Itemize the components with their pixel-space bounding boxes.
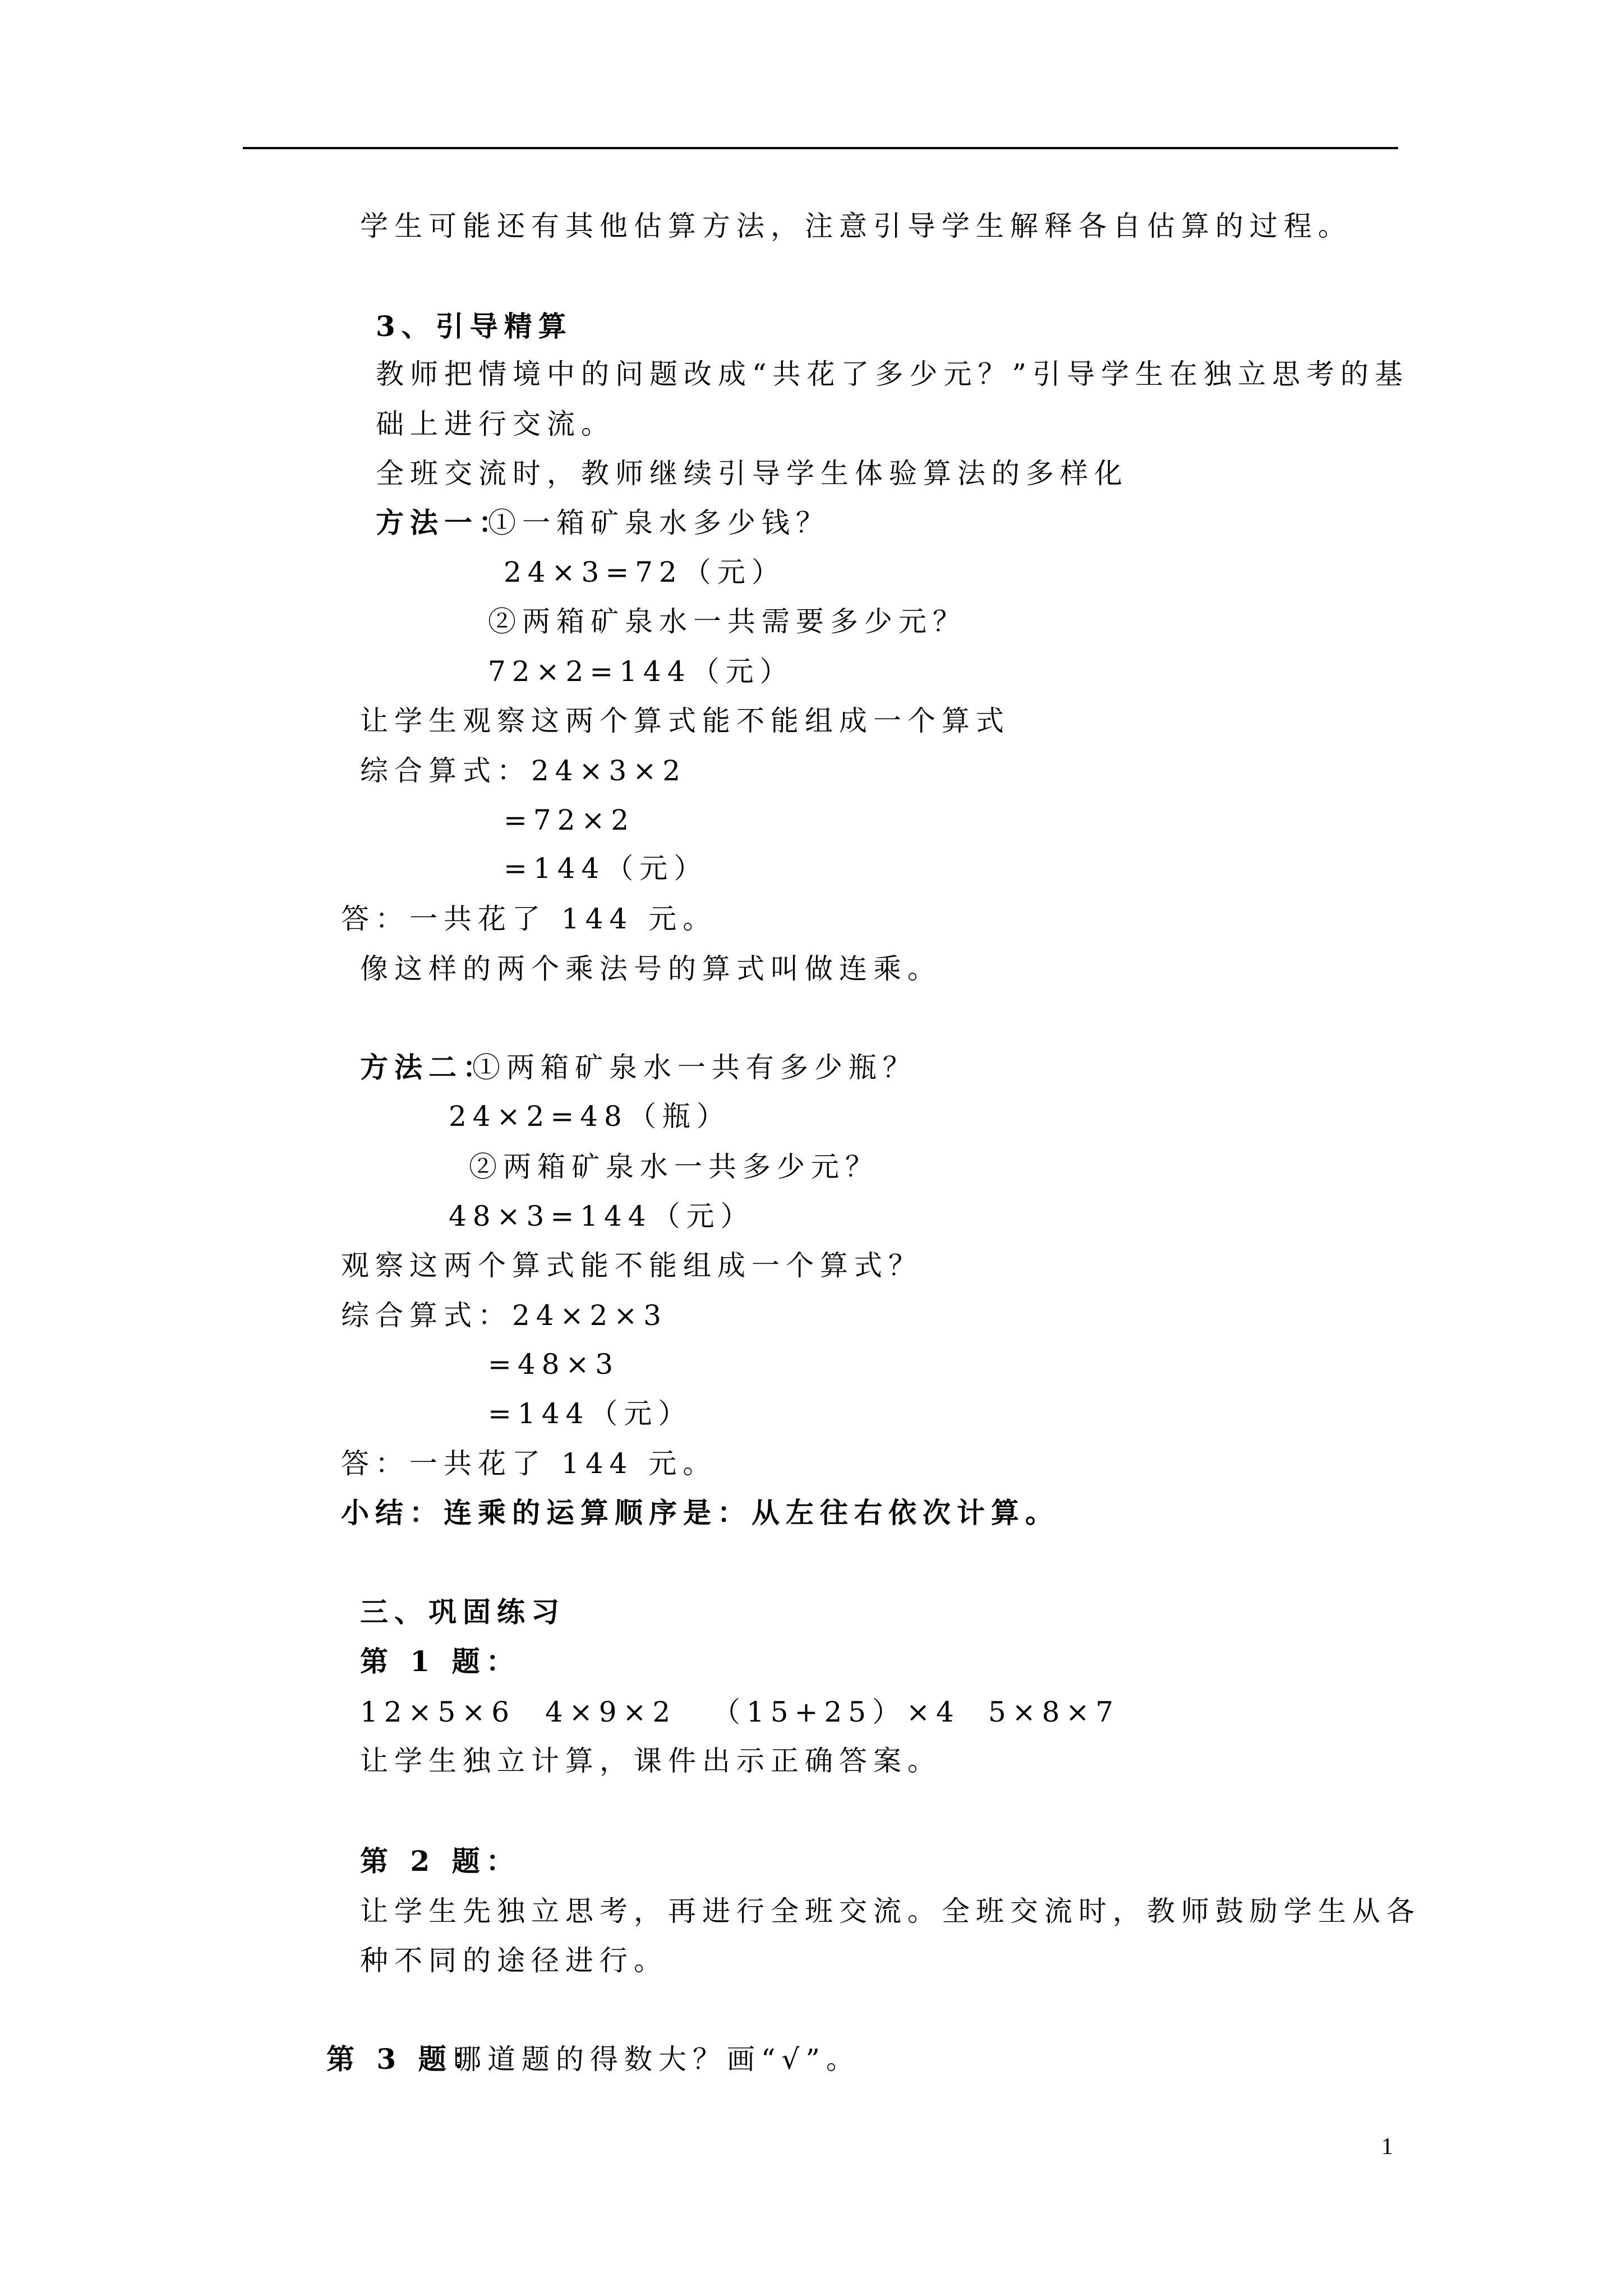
exercise-heading: 第 2 题：	[360, 1844, 520, 1878]
exercise-expression: 4×9×2	[545, 1696, 677, 1728]
text-line: 像这样的两个乘法号的算式叫做连乘。	[360, 953, 942, 985]
exercise-heading: 第 3 题：	[326, 2042, 487, 2076]
text-line: ①一箱矿泉水多少钱？	[488, 507, 830, 539]
exercise-heading: 第 1 题：	[360, 1645, 520, 1678]
text-line: 全班交流时，教师继续引导学生体验算法的多样化	[376, 457, 1128, 490]
text-line: 让学生独立计算，课件出示正确答案。	[360, 1745, 942, 1777]
equation-line: 综合算式：24×3×2	[360, 754, 687, 787]
exercise-expression: （15+25）×4	[712, 1696, 960, 1728]
equation-line: 24×2=48（瓶）	[449, 1100, 731, 1133]
exercise-expression: 12×5×6	[360, 1696, 516, 1728]
page-number: 1	[1381, 2134, 1393, 2160]
equation-line: 24×3=72（元）	[504, 556, 786, 588]
equation-line: =144（元）	[488, 1397, 693, 1430]
exercise-expression: 5×8×7	[988, 1696, 1120, 1728]
equation-line: 综合算式：24×2×3	[341, 1299, 668, 1332]
equation-line: =72×2	[504, 804, 635, 836]
method-label: 方法一：	[376, 506, 513, 539]
section-heading: 三、巩固练习	[360, 1595, 565, 1628]
text-line: 教师把情境中的问题改成“共花了多少元？”引导学生在独立思考的基	[376, 358, 1409, 390]
answer-line: 答：一共花了 144 元。	[341, 1447, 717, 1480]
equation-line: =48×3	[488, 1348, 620, 1381]
text-line: 学生可能还有其他估算方法，注意引导学生解释各自估算的过程。	[360, 210, 1352, 242]
text-line: 哪道题的得数大？画“√”。	[453, 2043, 860, 2076]
text-line: ②两箱矿泉水一共需要多少元？	[488, 605, 967, 638]
section-heading: 3、引导精算	[376, 310, 573, 343]
text-line: 种不同的途径进行。	[360, 1944, 668, 1977]
text-line: ②两箱矿泉水一共多少元？	[469, 1151, 879, 1183]
text-line: 让学生观察这两个算式能不能组成一个算式	[360, 705, 1010, 737]
text-line: 观察这两个算式能不能组成一个算式？	[341, 1249, 923, 1282]
equation-line: 72×2=144（元）	[488, 655, 794, 688]
text-line: 让学生先独立思考，再进行全班交流。全班交流时，教师鼓励学生从各	[360, 1895, 1421, 1927]
answer-line: 答：一共花了 144 元。	[341, 903, 717, 935]
text-line: ①两箱矿泉水一共有多少瓶？	[472, 1051, 917, 1084]
equation-line: =144（元）	[504, 852, 708, 885]
method-label: 方法二：	[360, 1051, 497, 1084]
text-line: 础上进行交流。	[376, 408, 615, 440]
header-rule	[243, 147, 1398, 149]
equation-line: 48×3=144（元）	[449, 1200, 755, 1232]
summary-line: 小结：连乘的运算顺序是：从左往右依次计算。	[341, 1496, 1059, 1529]
